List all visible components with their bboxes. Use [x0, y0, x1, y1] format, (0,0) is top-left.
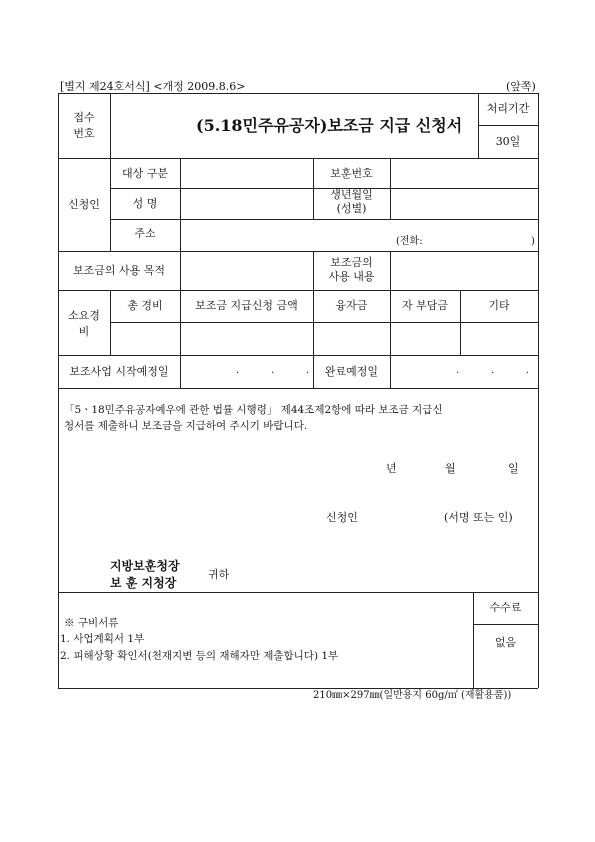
category-field[interactable]: [181, 159, 312, 187]
cost-other-field[interactable]: [461, 323, 537, 354]
usage-content-line2: 사용 내용: [328, 270, 375, 283]
cost-header-loan: 융자금: [335, 299, 368, 312]
cost-header-total: 총 경비: [127, 299, 163, 312]
name-label: 성 명: [132, 197, 158, 210]
cost-label-line2: 비: [78, 325, 90, 338]
processing-period-value: 30일: [495, 135, 521, 148]
receipt-label-line1: 접수: [73, 111, 95, 124]
birth-label-line1: 생년월일: [330, 188, 373, 201]
cost-section-label: [58, 308, 110, 340]
bohun-number-label: 보훈번호: [330, 167, 373, 180]
paper-spec-footer: 210㎜×297㎜(일반용지 60g/㎡ (재활용품)): [313, 690, 512, 701]
statement-line-1: 「5ㆍ18민주유공자예우에 관한 법률 시행령」 제44조제2항에 따라 보조금 지급신: [64, 404, 443, 416]
end-date-field[interactable]: . . .: [456, 365, 530, 376]
addressee-line-1: 지방보훈청장: [110, 559, 180, 573]
statement-line-2: 청서를 제출하니 보조금을 지급하여 주시기 바랍니다.: [64, 420, 308, 432]
usage-content-field[interactable]: [391, 252, 537, 289]
addressee-honorific: 귀하: [208, 568, 230, 581]
address-field[interactable]: [181, 220, 537, 250]
required-document-item-2: 2. 피해상황 확인서(천재지변 등의 재해자만 제출합니다) 1부: [60, 650, 339, 662]
usage-content-label: [313, 256, 390, 284]
page-side-label: (앞쪽): [506, 80, 536, 93]
birth-date-label: [313, 188, 390, 216]
form-title: (5.18민주유공자)보조금 지급 신청서: [196, 116, 463, 135]
cost-header-requested: 보조금 지급신청 금액: [195, 299, 298, 312]
address-label: 주소: [134, 227, 156, 240]
usage-purpose-field[interactable]: [181, 252, 312, 289]
phone-close-paren: ): [531, 236, 535, 247]
cost-loan-field[interactable]: [314, 323, 389, 354]
cost-requested-field[interactable]: [181, 323, 312, 354]
phone-label: (전화:: [396, 236, 423, 247]
receipt-number-label: [58, 110, 110, 142]
cost-label-line1: 소요경: [68, 309, 100, 322]
cost-self-field[interactable]: [391, 323, 459, 354]
required-document-item-1: 1. 사업계획서 1부: [60, 633, 145, 645]
signature-note: (서명 또는 인): [444, 511, 513, 524]
processing-period-label: 처리기간: [486, 102, 530, 115]
required-documents-title: ※ 구비서류: [64, 617, 119, 629]
form-label: [별지 제24호서식] <개정 2009.8.6>: [60, 80, 246, 93]
usage-content-line1: 보조금의: [330, 256, 373, 269]
birth-label-line2: (성별): [336, 202, 367, 215]
applicant-section-label: 신청인: [68, 198, 100, 211]
cost-header-other: 기타: [488, 299, 510, 312]
addressee-line-2: 보 훈 지청장: [110, 576, 177, 590]
usage-purpose-label: 보조금의 사용 목적: [72, 264, 165, 277]
end-date-label: 완료예정일: [324, 365, 379, 378]
fee-value: 없음: [494, 636, 517, 649]
date-day-label: 일: [508, 462, 519, 475]
receipt-number-field[interactable]: [111, 94, 201, 157]
date-year-label: 년: [386, 462, 397, 475]
signature-applicant-label: 신청인: [326, 511, 358, 524]
name-field[interactable]: [181, 189, 312, 218]
date-month-label: 월: [445, 462, 456, 475]
start-date-label: 보조사업 시작예정일: [69, 365, 169, 378]
cost-total-field[interactable]: [111, 323, 179, 354]
receipt-label-line2: 번호: [73, 127, 95, 140]
fee-label: 수수료: [489, 601, 522, 614]
start-date-field[interactable]: . . .: [236, 365, 310, 376]
birth-date-field[interactable]: [391, 189, 537, 218]
cost-header-self: 자 부담금: [401, 299, 448, 312]
bohun-number-field[interactable]: [391, 159, 537, 187]
category-label: 대상 구분: [121, 167, 168, 180]
